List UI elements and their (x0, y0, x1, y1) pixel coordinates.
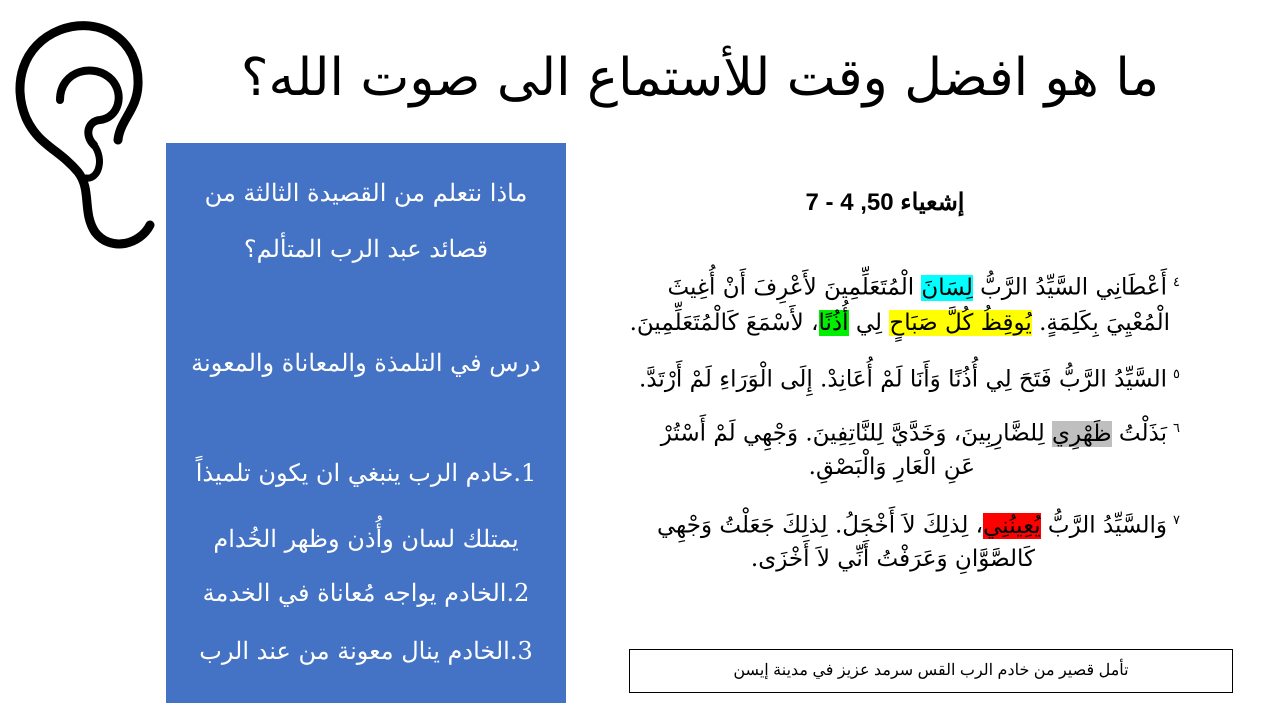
verse-number: ٥ (1173, 367, 1180, 382)
highlight-every-morning: يُوقِظُ كُلَّ صَبَاحٍ (889, 310, 1032, 336)
lesson-question-line-2: قصائد عبد الرب المتألم؟ (243, 235, 489, 263)
highlight-tongue: لِسَانَ (921, 274, 973, 301)
verse-5: $^٥$السَّيِّدُ الرَّبُّ فَتَحَ لِي أُذُنًا وَأَنَا لَمْ أُعَانِدْ. إِلَى الْوَرَاءِ لَمْ أَرْتَدَّ. (639, 366, 1180, 393)
ear-icon (0, 0, 170, 260)
verse-4-line-2: الْمُعْيِيَ بِكَلِمَةٍ. يُوقِظُ كُلَّ صَبَاحٍ لِي أُذُنًا، لأَسْمَعَ كَالْمُتَعَلِّمِينَ. (629, 310, 1170, 336)
highlight-helps-me: يُعِينُنِي (983, 512, 1041, 539)
verse-7-line-1: $^٧$وَالسَّيِّدُ الرَّبُّ يُعِينُنِي، لِذلِكَ لاَ أَخْجَلُ. لِذلِكَ جَعَلْتُ وَجْهِي (656, 512, 1180, 539)
page-title: ما هو افضل وقت للأستماع الى صوت الله؟ (240, 48, 1160, 108)
verse-6-line-1: $^٦$بَذَلْتُ ظَهْرِي لِلضَّارِبِينَ، وَخَدَّيَّ لِلنَّاتِفِينَ. وَجْهِي لَمْ أَسْتُرْ (660, 420, 1180, 447)
scripture-reference: إشعياء 50, 4 - 7 (805, 189, 965, 216)
lesson-point-1-detail: يمتلك لسان وأُذن وظهر الخُدام (213, 525, 519, 553)
verse-number: ٦ (1173, 421, 1180, 436)
caption-text: تأمل قصير من خادم الرب القس سرمد عزيز في مدينة إيسن (733, 662, 1129, 679)
verse-number: ٤ (1173, 275, 1180, 290)
lesson-summary: درس في التلمذة والمعاناة والمعونة (191, 349, 541, 377)
highlight-ear: أُذُنًا (818, 310, 849, 336)
verse-6-line-2: عَنِ الْعَارِ وَالْبَصْقِ. (808, 454, 975, 480)
lesson-point-1: 1.خادم الرب ينبغي ان يكون تلميذاً (195, 459, 537, 487)
lesson-point-3: 3.الخادم ينال معونة من عند الرب (199, 637, 533, 665)
verse-4-line-1: $^٤$أَعْطَانِي السَّيِّدُ الرَّبُّ لِسَانَ الْمُتَعَلِّمِينَ لأَعْرِفَ أَنْ أُغِيثَ (667, 274, 1180, 301)
caption-box (629, 649, 1233, 693)
lesson-point-2: 2.الخادم يواجه مُعاناة في الخدمة (202, 579, 530, 607)
lesson-panel (166, 143, 566, 703)
lesson-question-line-1: ماذا نتعلم من القصيدة الثالثة من (204, 179, 528, 207)
highlight-back: ظَهْرِي (1052, 420, 1112, 447)
verse-number: ٧ (1173, 513, 1180, 528)
verse-7-line-2: كَالصَّوَّانِ وَعَرَفْتُ أَنِّي لاَ أَخْزَى. (750, 546, 1035, 572)
